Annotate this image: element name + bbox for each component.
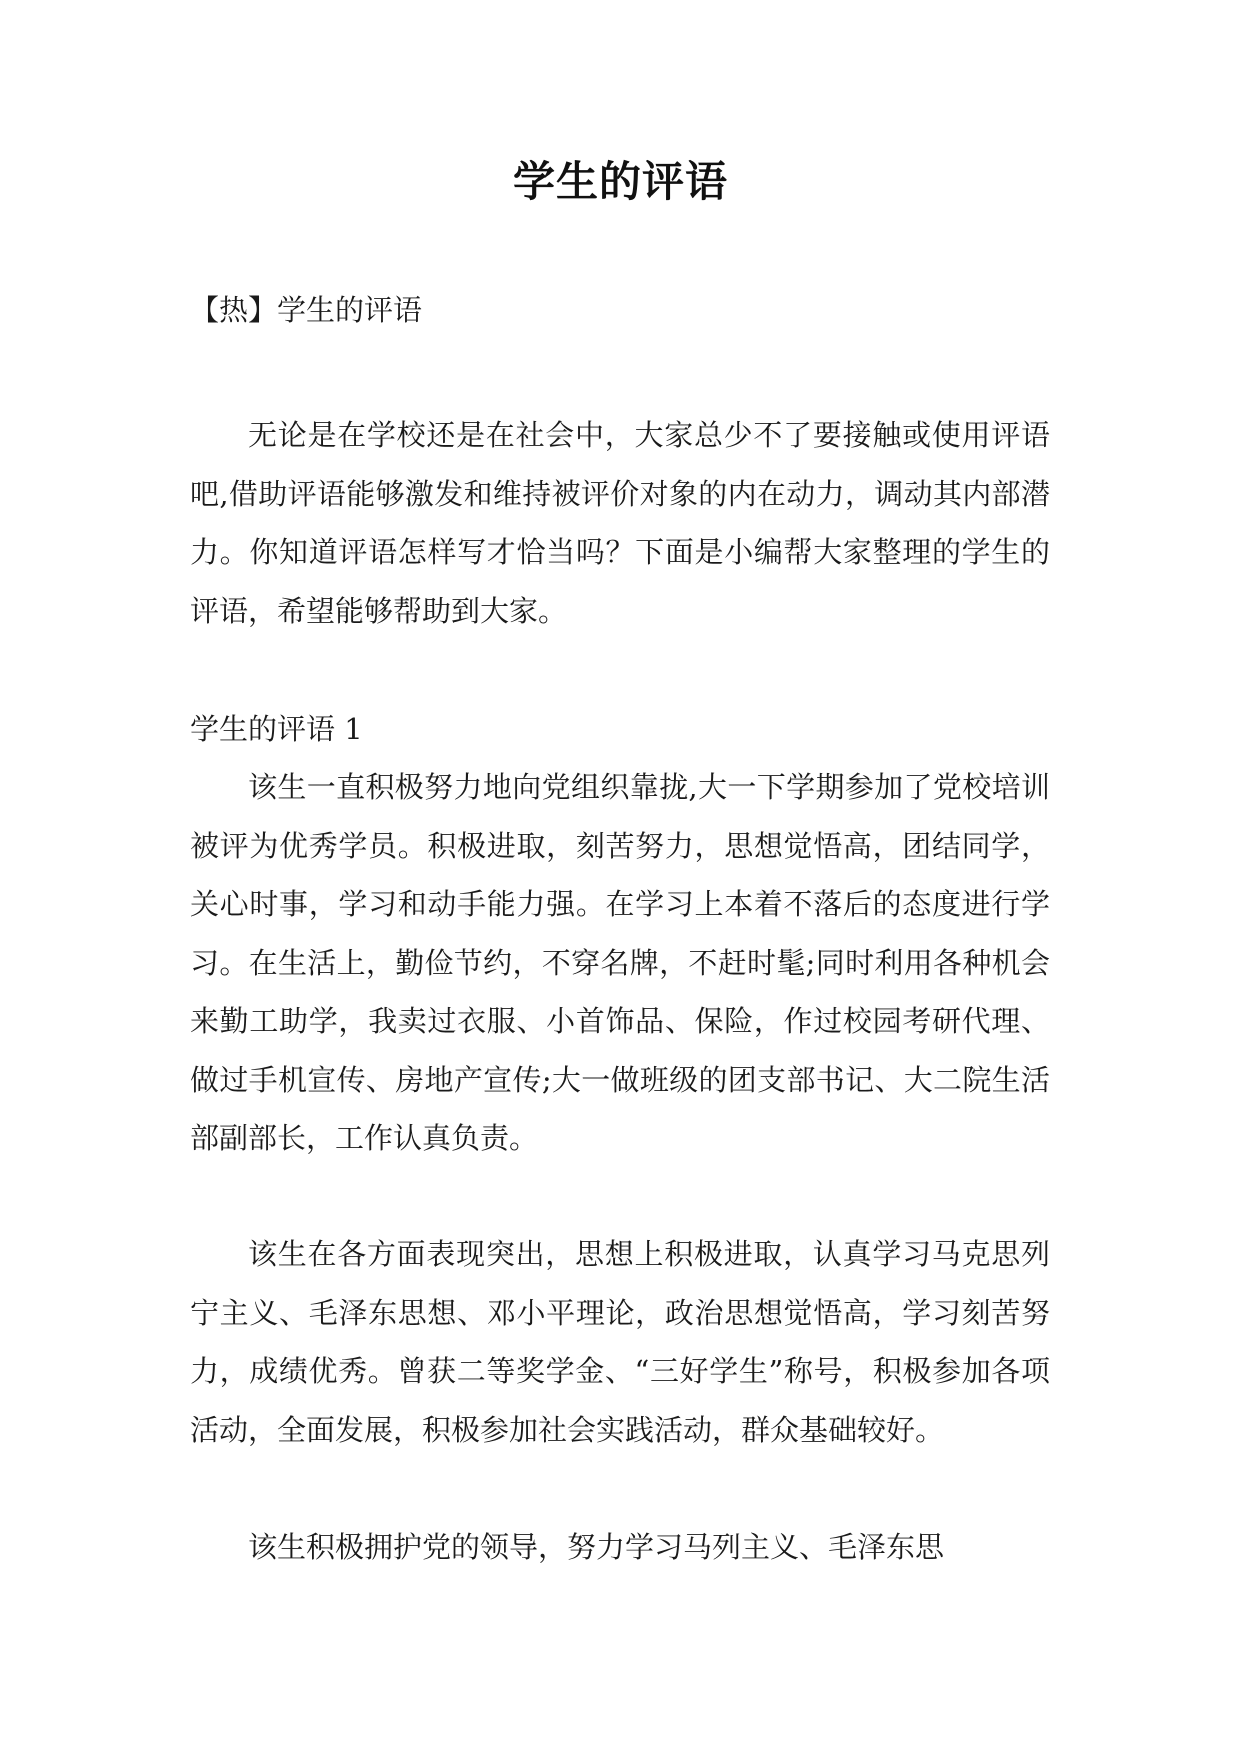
body-paragraph-3: 该生积极拥护党的领导，努力学习马列主义、毛泽东思 xyxy=(248,1530,945,1564)
body-paragraph-1: 该生一直积极努力地向党组织靠拢,大一下学期参加了党校培训被评为优秀学员。积极进取，刻苦努力，思想觉悟高，团结同学，关心时事，学习和动手能力强。在学习上本着不落后的态度进行学习。在生活上，勤俭节约，不穿名牌，不赶时髦;同时利用各种机会来勤工助学，我卖过衣服、小首饰品、保险，作过校园考研代理、做过手机宣传、房地产宣传;大一做班级的团支部书记、大二院生活部副部长，工作认真负责。 xyxy=(190,770,1050,1155)
intro-paragraph: 无论是在学校还是在社会中，大家总少不了要接触或使用评语吧,借助评语能够激发和维持被评价对象的内在动力，调动其内部潜力。你知道评语怎样写才恰当吗？下面是小编帮大家整理的学生的评语，希望能够帮助到大家。 xyxy=(190,418,1050,628)
body-paragraph-2: 该生在各方面表现突出，思想上积极进取，认真学习马克思列宁主义、毛泽东思想、邓小平理论，政治思想觉悟高，学习刻苦努力，成绩优秀。曾获二等奖学金、“三好学生”称号，积极参加各项活动，全面发展，积极参加社会实践活动，群众基础较好。 xyxy=(190,1237,1050,1447)
document-title: 学生的评语 xyxy=(512,157,728,206)
section-heading: 学生的评语 1 xyxy=(190,712,363,746)
document-subtitle: 【热】学生的评语 xyxy=(190,293,423,327)
